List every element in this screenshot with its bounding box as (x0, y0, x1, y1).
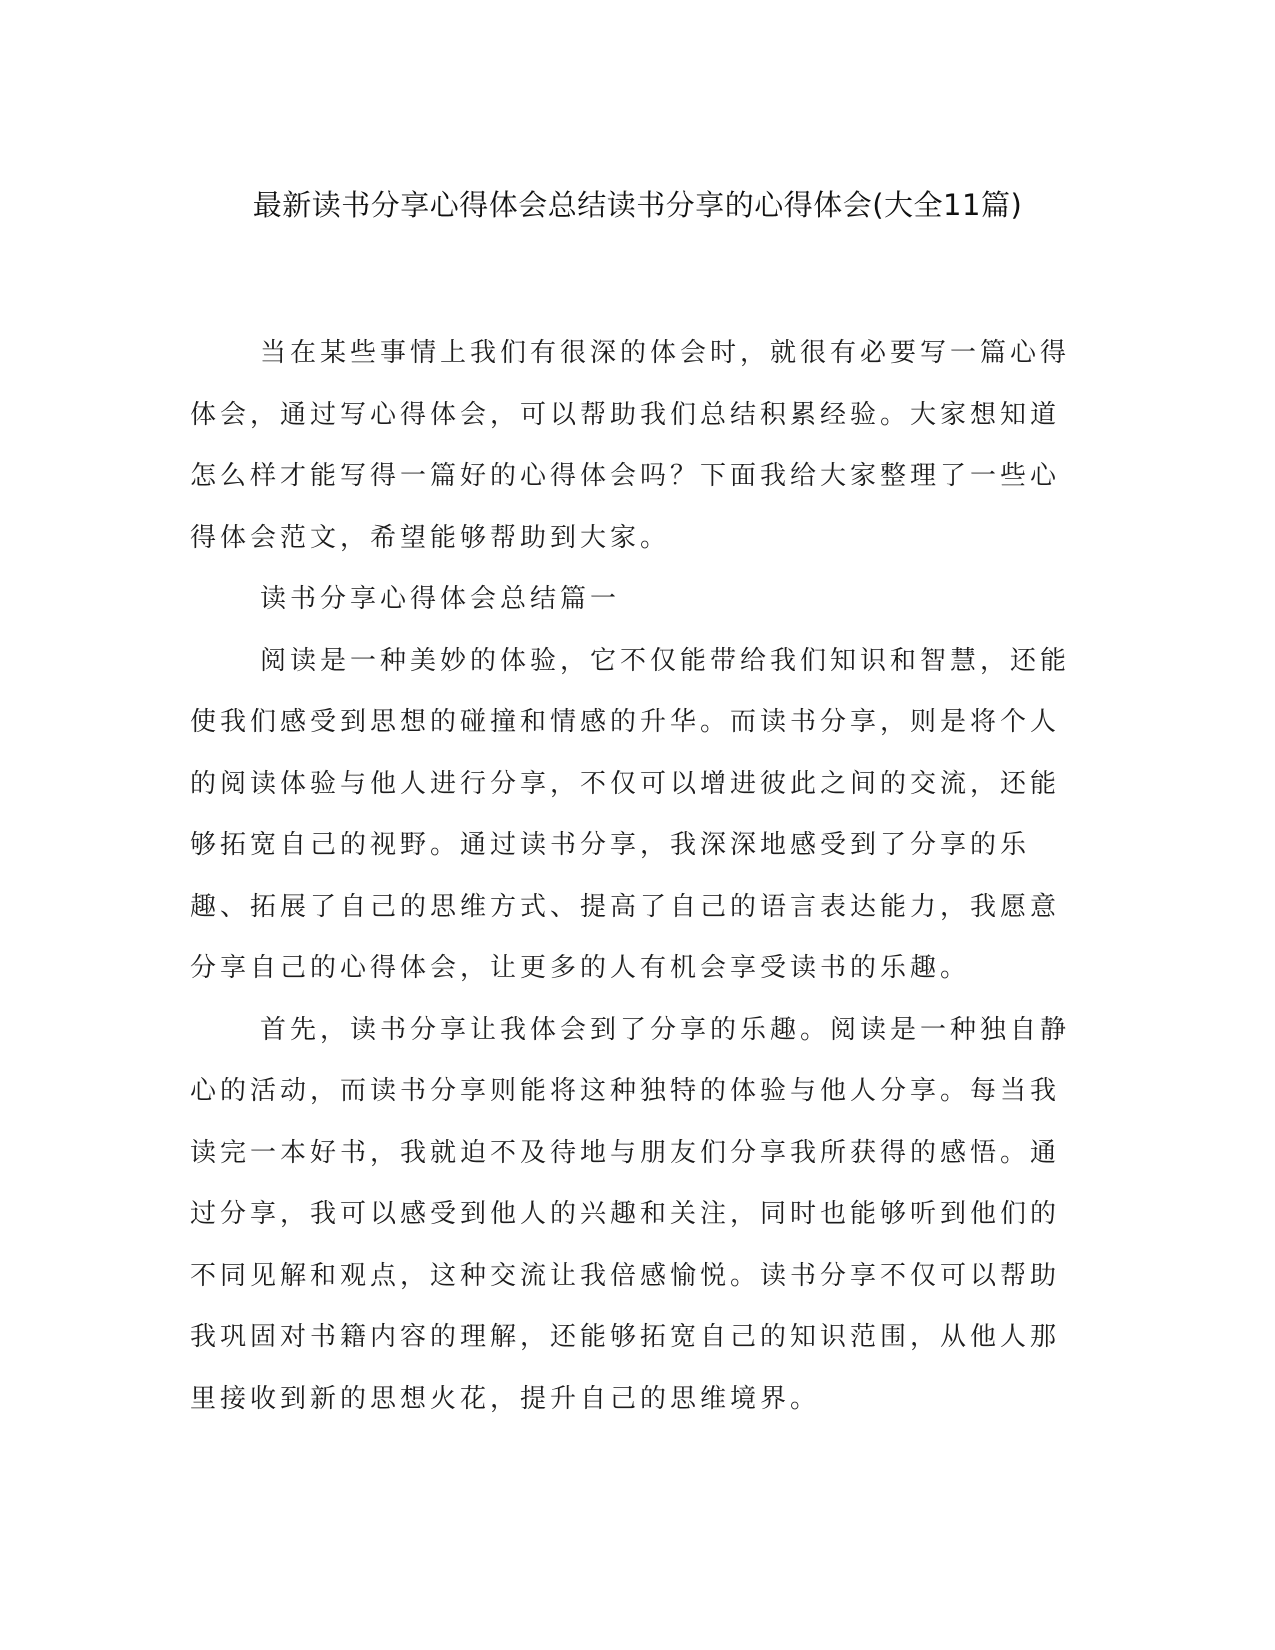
body-paragraph: 首先，读书分享让我体会到了分享的乐趣。阅读是一种独自静心的活动，而读书分享则能将这种独特的体验与他人分享。每当我读完一本好书，我就迫不及待地与朋友们分享我所获得的感悟。通过分享，我可以感受到他人的兴趣和关注，同时也能够听到他们的不同见解和观点，这种交流让我倍感愉悦。读书分享不仅可以帮助我巩固对书籍内容的理解，还能够拓宽自己的知识范围，从他人那里接收到新的思想火花，提升自己的思维境界。 (190, 1014, 1071, 1414)
body-paragraph: 阅读是一种美妙的体验，它不仅能带给我们知识和智慧，还能使我们感受到思想的碰撞和情感的升华。而读书分享，则是将个人的阅读体验与他人进行分享，不仅可以增进彼此之间的交流，还能够拓宽自己的视野。通过读书分享，我深深地感受到了分享的乐趣、拓展了自己的思维方式、提高了自己的语言表达能力，我愿意分享自己的心得体会，让更多的人有机会享受读书的乐趣。 (190, 645, 1071, 983)
intro-paragraph: 当在某些事情上我们有很深的体会时，就很有必要写一篇心得体会，通过写心得体会，可以帮助我们总结积累经验。大家想知道怎么样才能写得一篇好的心得体会吗？下面我给大家整理了一些心得体会范文，希望能够帮助到大家。 (190, 338, 1071, 553)
document-body (190, 323, 1080, 1430)
section-heading: 读书分享心得体会总结篇一 (260, 584, 621, 614)
document-title: 最新读书分享心得体会总结读书分享的心得体会(大全11篇) (252, 188, 1023, 222)
